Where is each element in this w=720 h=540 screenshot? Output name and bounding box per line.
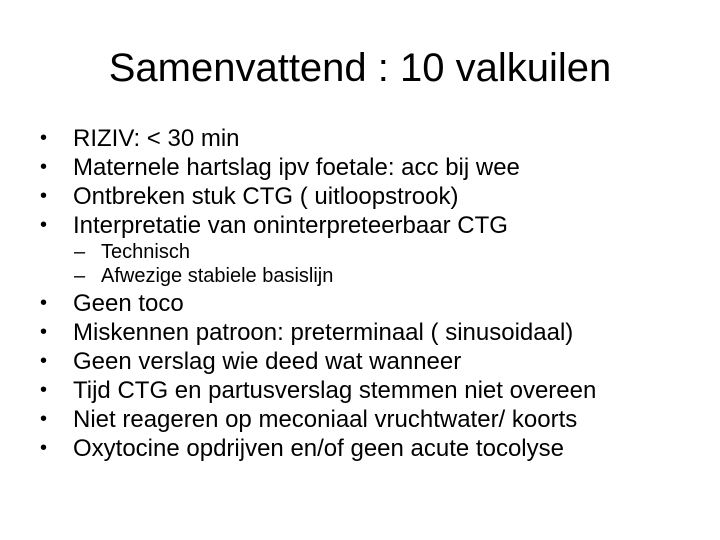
bullet-icon: •: [40, 321, 48, 343]
bullet-icon: •: [40, 185, 48, 207]
bullet-text: Interpretatie van oninterpreteerbaar CTG: [73, 212, 508, 239]
bullet-item: [40, 289, 596, 318]
bullet-icon: •: [40, 408, 48, 430]
sub-bullet-list: [74, 240, 333, 288]
bullet-icon: •: [40, 127, 48, 149]
slide-title: Samenvattend : 10 valkuilen: [108, 46, 612, 90]
sub-bullet-text: Afwezige stabiele basislijn: [101, 265, 334, 287]
bullet-item: [40, 211, 520, 240]
bullet-item: [40, 434, 596, 463]
bullet-text: Oxytocine opdrijven en/of geen acute tocolyse: [73, 435, 564, 462]
bullet-list-continued: [40, 289, 596, 463]
bullet-text: Maternele hartslag ipv foetale: acc bij wee: [73, 154, 520, 181]
sub-bullet-item: [74, 264, 333, 288]
bullet-list-main: [40, 124, 520, 240]
bullet-icon: •: [40, 292, 48, 314]
bullet-item: [40, 182, 520, 211]
dash-icon: –: [74, 265, 86, 287]
bullet-item: [40, 347, 596, 376]
bullet-text: Ontbreken stuk CTG ( uitloopstrook): [73, 183, 459, 210]
bullet-text: Tijd CTG en partusverslag stemmen niet overeen: [73, 377, 597, 404]
bullet-item: [40, 318, 596, 347]
bullet-item: [40, 405, 596, 434]
sub-bullet-item: [74, 240, 333, 264]
bullet-icon: •: [40, 437, 48, 459]
bullet-item: [40, 153, 520, 182]
bullet-icon: •: [40, 379, 48, 401]
bullet-text: Geen toco: [73, 290, 184, 317]
dash-icon: –: [74, 241, 86, 263]
bullet-text: Niet reageren op meconiaal vruchtwater/ koorts: [73, 406, 578, 433]
bullet-icon: •: [40, 350, 48, 372]
bullet-text: Miskennen patroon: preterminaal ( sinusoidaal): [73, 319, 574, 346]
bullet-icon: •: [40, 156, 48, 178]
bullet-text: RIZIV: < 30 min: [73, 125, 240, 152]
bullet-icon: •: [40, 214, 48, 236]
bullet-item: [40, 376, 596, 405]
bullet-item: [40, 124, 520, 153]
sub-bullet-text: Technisch: [101, 241, 190, 263]
bullet-text: Geen verslag wie deed wat wanneer: [73, 348, 462, 375]
